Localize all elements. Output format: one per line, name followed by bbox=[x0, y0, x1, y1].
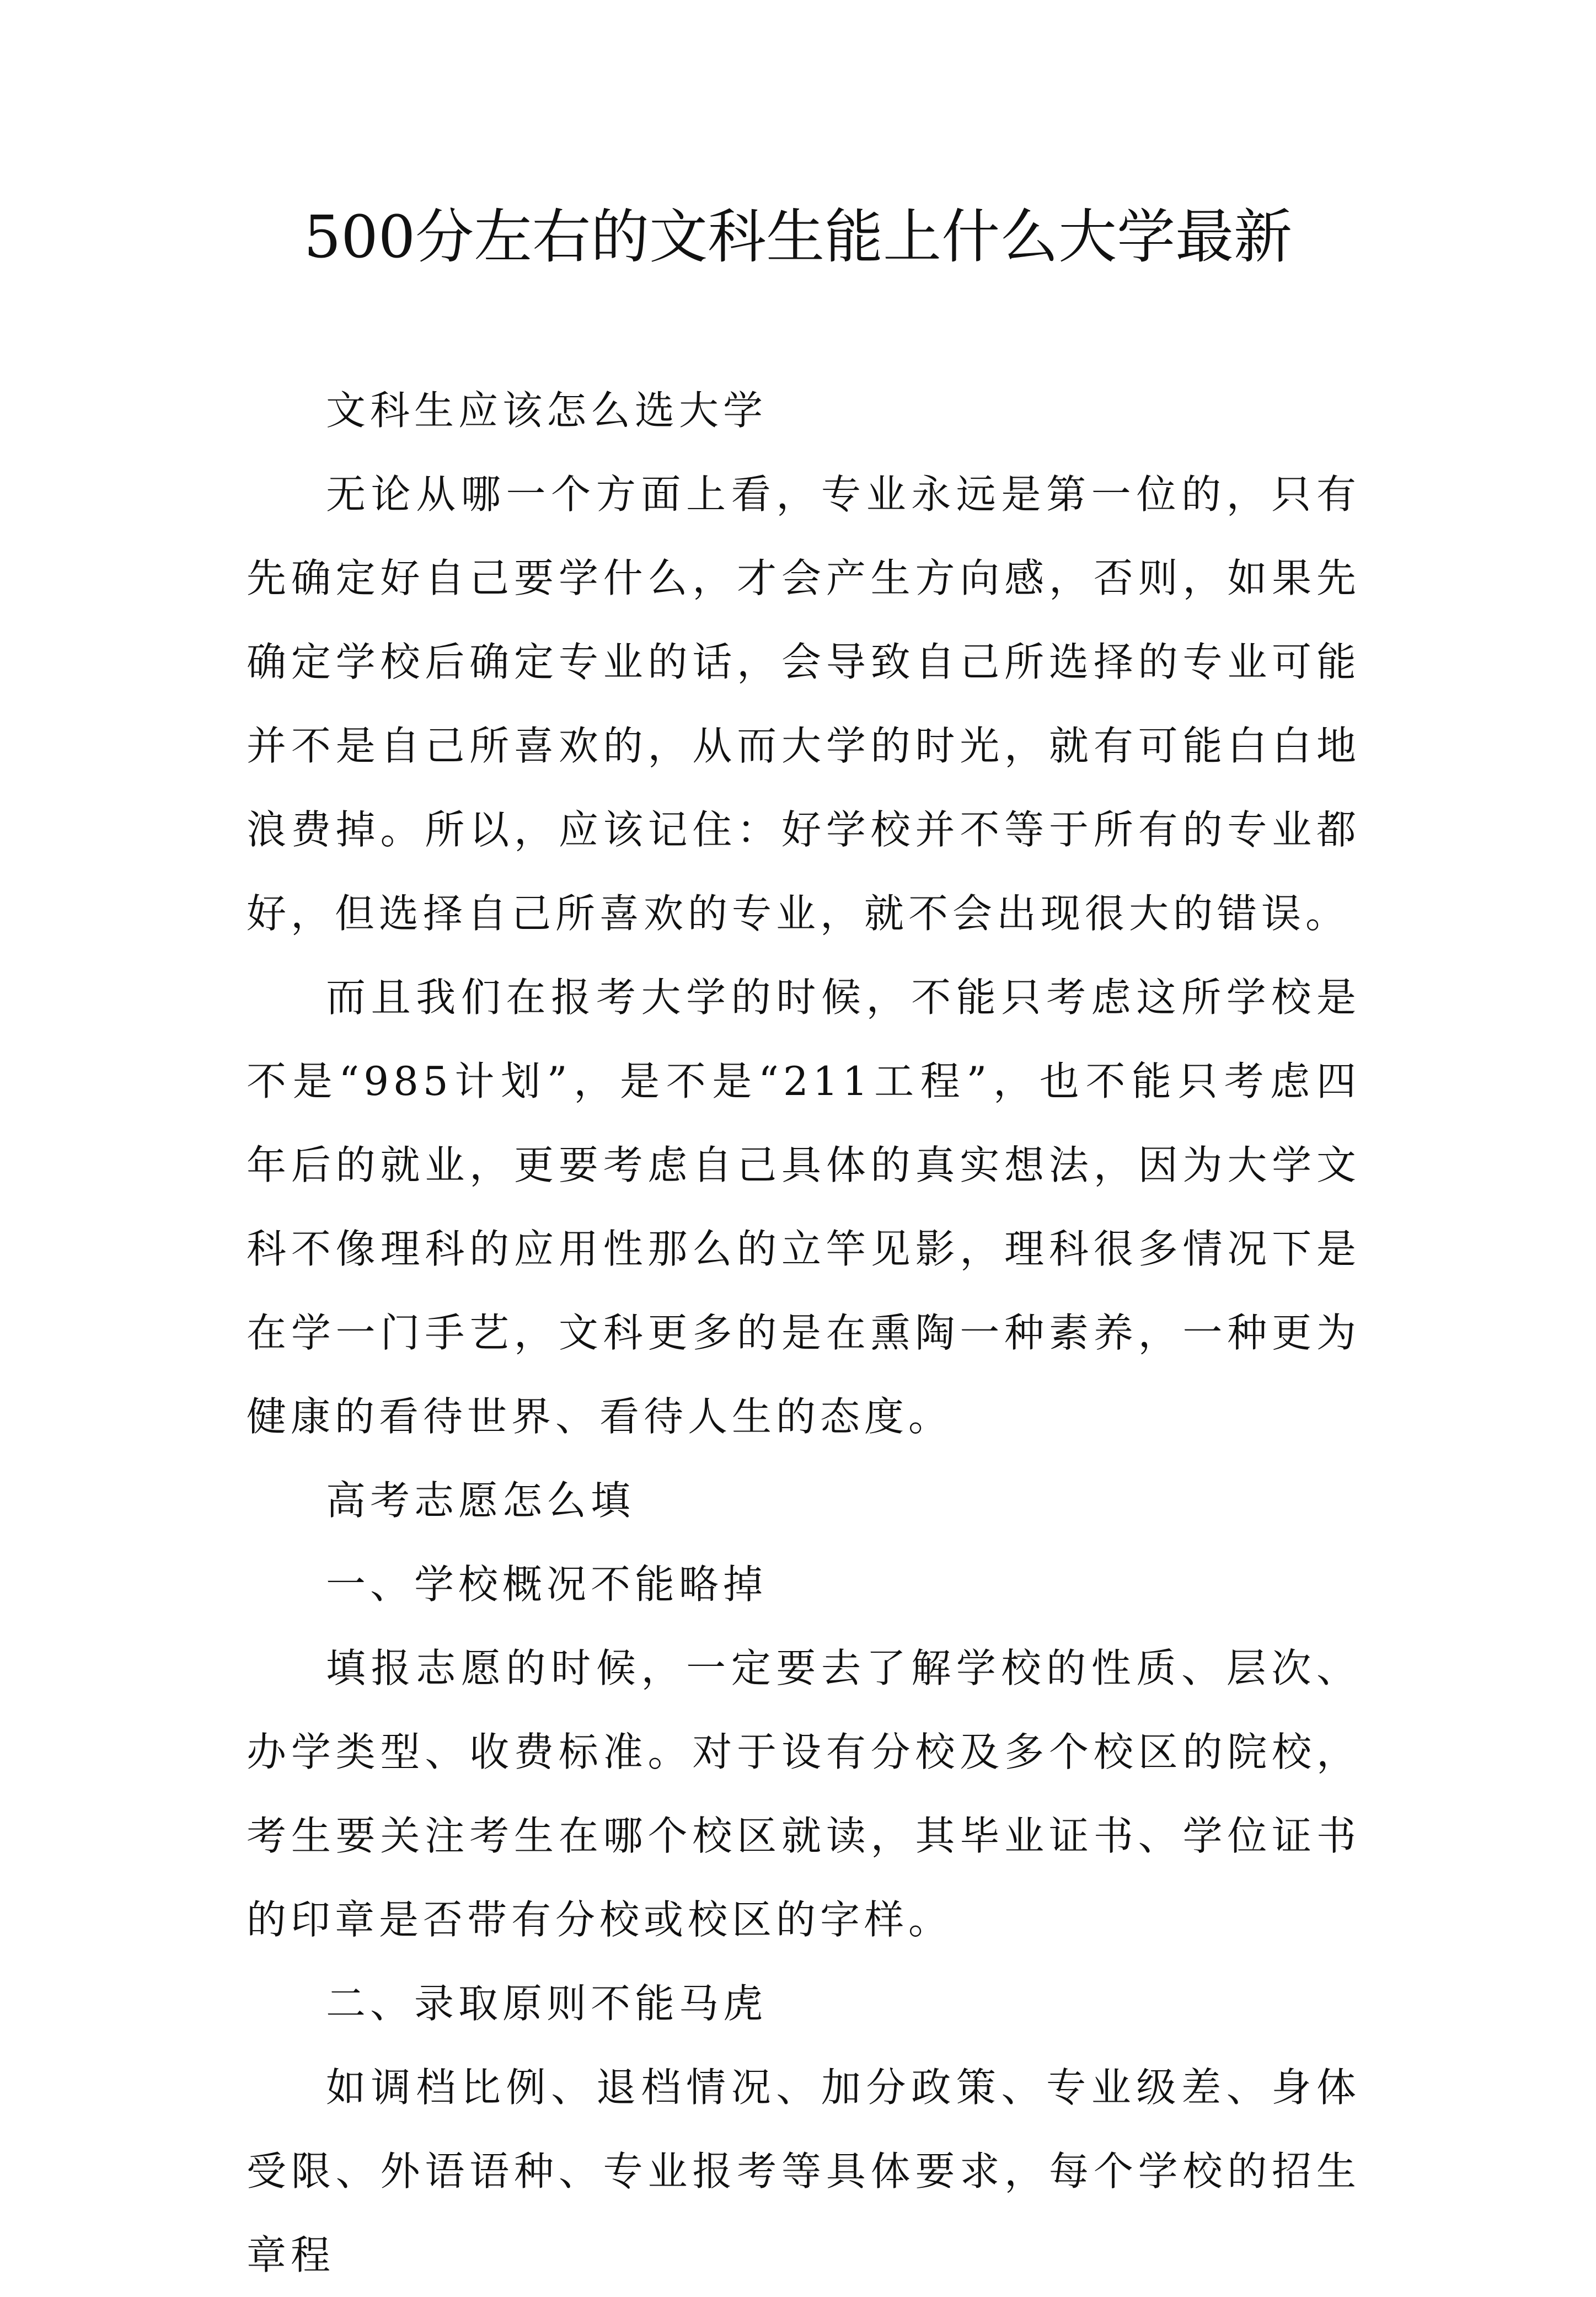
document-title: 500分左右的文科生能上什么大学最新 bbox=[303, 203, 1293, 271]
subheading-fill-application: 高考志愿怎么填 bbox=[326, 1477, 635, 1524]
section-heading-school-overview: 一、学校概况不能略掉 bbox=[326, 1561, 768, 1607]
section-heading-admission-rules: 二、录取原则不能马虎 bbox=[326, 1980, 768, 2027]
paragraph-school-overview: 填报志愿的时候，一定要去了解学校的性质、层次、办学类型、收费标准。对于设有分校及多个校区的院校，考生要关注考生在哪个校区就读，其毕业证书、学位证书的印章是否带有分校或校区的字样。 bbox=[247, 1645, 1361, 1943]
subheading-choose-university: 文科生应该怎么选大学 bbox=[326, 387, 768, 434]
paragraph-real-thoughts: 而且我们在报考大学的时候，不能只考虑这所学校是不是“985计划”，是不是“211工程”，也不能只考虑四年后的就业，更要考虑自己具体的真实想法，因为大学文科不像理科的应用性那么的立竿见影，理科很多情况下是在学一门手艺，文科更多的是在熏陶一种素养，一种更为健康的看待世界、看待人生的态度。 bbox=[247, 974, 1361, 1440]
document-body bbox=[247, 368, 1361, 2297]
paragraph-major-first: 无论从哪一个方面上看，专业永远是第一位的，只有先确定好自己要学什么，才会产生方向感，否则，如果先确定学校后确定专业的话，会导致自己所选择的专业可能并不是自己所喜欢的，从而大学的时光，就有可能白白地浪费掉。所以，应该记住：好学校并不等于所有的专业都好，但选择自己所喜欢的专业，就不会出现很大的错误。 bbox=[247, 471, 1361, 937]
paragraph-admission-rules: 如调档比例、退档情况、加分政策、专业级差、身体受限、外语语种、专业报考等具体要求，每个学校的招生章程 bbox=[247, 2064, 1361, 2278]
